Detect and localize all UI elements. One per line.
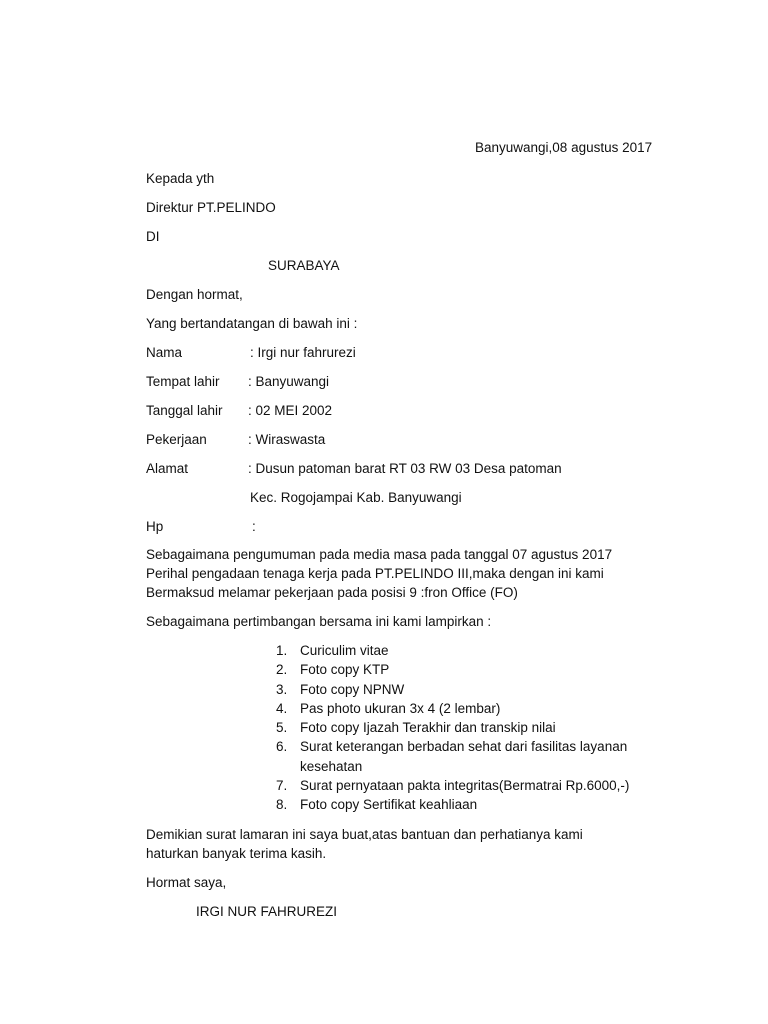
- paragraph1-line-1: Sebagaimana pengumuman pada media masa pada tanggal 07 agustus 2017: [146, 547, 613, 562]
- field-value-alamat: : Dusun patoman barat RT 03 RW 03 Desa patoman: [248, 461, 562, 476]
- field-value-alamat-cont: Kec. Rogojampai Kab. Banyuwangi: [250, 490, 462, 505]
- field-value-tempat-lahir: : Banyuwangi: [248, 374, 330, 389]
- recipient-line-1: Kepada yth: [146, 171, 215, 186]
- closing-line-1: Demikian surat lamaran ini saya buat,atas bantuan dan perhatianya kami: [146, 827, 583, 842]
- field-label-tanggal-lahir: Tanggal lahir: [146, 403, 223, 418]
- attachments-intro: Sebagaimana pertimbangan bersama ini kami lampirkan :: [146, 614, 492, 629]
- regards: Hormat saya,: [146, 875, 227, 890]
- field-label-pekerjaan: Pekerjaan: [146, 432, 207, 447]
- closing-line-2: haturkan banyak terima kasih.: [146, 846, 327, 861]
- list-item: 5. Foto copy Ijazah Terakhir dan transkip nilai: [276, 720, 556, 736]
- list-item: 1. Curiculim vitae: [276, 643, 389, 658]
- recipient-line-2: Direktur PT.PELINDO: [146, 200, 276, 215]
- list-item: 3. Foto copy NPNW: [276, 681, 405, 697]
- list-item: 7. Surat pernyataan pakta integritas(Bermatrai Rp.6000,-): [276, 778, 630, 794]
- list-item: 4. Pas photo ukuran 3x 4 (2 lembar): [276, 700, 501, 716]
- recipient-city: SURABAYA: [268, 258, 340, 273]
- field-value-hp: :: [252, 519, 256, 534]
- paragraph1-line-2: Perihal pengadaan tenaga kerja pada PT.PELINDO III,maka dengan ini kami: [146, 566, 604, 581]
- field-label-tempat-lahir: Tempat lahir: [146, 374, 220, 389]
- list-item: 8. Foto copy Sertifikat keahliaan: [276, 797, 478, 813]
- list-item: 6. Surat keterangan berbadan sehat dari fasilitas layanan kesehatan: [276, 739, 628, 774]
- field-value-tanggal-lahir: : 02 MEI 2002: [248, 403, 333, 418]
- field-value-pekerjaan: : Wiraswasta: [248, 432, 326, 447]
- attachments-list: [276, 641, 676, 815]
- signature-name: IRGI NUR FAHRUREZI: [196, 904, 338, 919]
- field-label-nama: Nama: [146, 345, 183, 360]
- field-value-nama: : Irgi nur fahrurezi: [250, 345, 356, 360]
- intro-line: Yang bertandatangan di bawah ini :: [146, 316, 358, 331]
- list-item: 2. Foto copy KTP: [276, 662, 390, 678]
- recipient-line-3: DI: [146, 229, 160, 244]
- field-label-hp: Hp: [146, 519, 164, 534]
- greeting: Dengan hormat,: [146, 287, 243, 302]
- field-label-alamat: Alamat: [146, 461, 189, 476]
- paragraph1-line-3: Bermaksud melamar pekerjaan pada posisi 9 :fron Office (FO): [146, 585, 518, 600]
- letter-date: Banyuwangi,08 agustus 2017: [475, 140, 653, 155]
